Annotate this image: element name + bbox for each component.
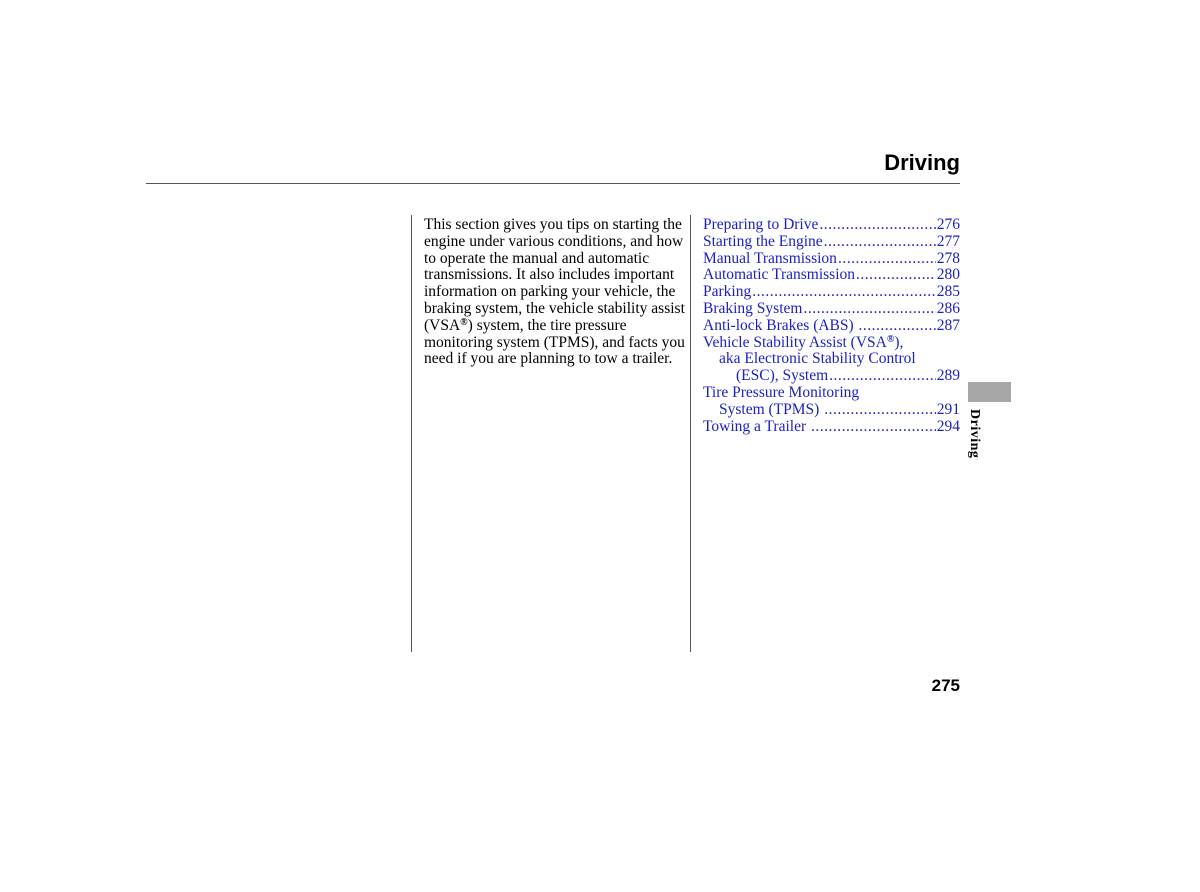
leader-dots — [803, 301, 935, 318]
toc-item-page: 291 — [936, 400, 960, 418]
toc-item-preparing-to-drive[interactable] — [703, 217, 960, 234]
right-column-divider — [690, 215, 691, 652]
intro-text-part-2: ) system, the tire pressure monitoring system (TPMS), and facts you need if you are planning to tow a trailer. — [424, 316, 685, 368]
toc-item-towing-a-trailer[interactable] — [703, 419, 960, 436]
leader-dots — [752, 284, 936, 301]
registered-mark: ® — [460, 316, 468, 328]
registered-mark: ® — [886, 333, 895, 345]
toc-item-page: 287 — [936, 316, 960, 334]
toc-item-title: Preparing to Drive — [703, 216, 819, 233]
section-tab-marker — [968, 382, 1011, 402]
toc-item-title: Anti-lock Brakes (ABS) — [703, 316, 858, 334]
toc-item-page: 286 — [936, 299, 960, 317]
leader-dots — [838, 251, 936, 268]
leader-dots — [829, 368, 936, 385]
toc-item-title-line-2: aka Electronic Stability Control — [719, 350, 916, 368]
toc-item-title-line-1: Tire Pressure Monitoring — [703, 383, 860, 401]
toc-item-title: Automatic Transmission — [703, 266, 856, 284]
toc-item-vehicle-stability-assist[interactable] — [703, 335, 960, 385]
toc-item-page: 294 — [936, 417, 960, 435]
toc-item-starting-the-engine[interactable] — [703, 234, 960, 251]
toc-vsa-text: Vehicle Stability Assist (VSA — [703, 333, 887, 351]
toc-item-title-line-2: System (TPMS) — [719, 400, 824, 418]
leader-dots — [856, 267, 936, 284]
toc-item-title-line-1 — [703, 335, 903, 352]
toc-item-parking[interactable] — [703, 284, 960, 301]
leader-dots — [859, 318, 936, 335]
toc-item-title: Towing a Trailer — [703, 417, 810, 435]
title-divider — [146, 183, 960, 184]
section-intro-text — [424, 217, 686, 368]
intro-text-part-1: This section gives you tips on starting the engine under various conditions, and how to operate the manual and automatic transmissions. It also includes important information on parking your vehicle, the braking system, the vehicle stability assist (VSA — [424, 216, 685, 334]
toc-item-page: 280 — [936, 266, 960, 284]
toc-item-manual-transmission[interactable] — [703, 251, 960, 268]
toc-item-title: Starting the Engine — [703, 232, 823, 250]
toc-item-title: Parking — [703, 283, 752, 301]
toc-item-title: Braking System — [703, 299, 803, 317]
left-column-divider — [411, 215, 412, 652]
toc-item-tire-pressure-monitoring[interactable] — [703, 385, 960, 419]
toc-item-title: Manual Transmission — [703, 249, 837, 267]
table-of-contents — [703, 217, 960, 435]
toc-item-page: 278 — [936, 249, 960, 267]
toc-item-braking-system[interactable] — [703, 301, 960, 318]
toc-item-page: 289 — [936, 367, 960, 385]
toc-item-automatic-transmission[interactable] — [703, 267, 960, 284]
leader-dots — [811, 419, 936, 436]
toc-item-page: 285 — [936, 283, 960, 301]
page-title: Driving — [884, 150, 960, 175]
toc-item-page: 277 — [936, 232, 960, 250]
toc-item-page: 276 — [936, 216, 960, 233]
leader-dots — [824, 402, 936, 419]
page-number: 275 — [931, 676, 960, 695]
section-side-label: Driving — [967, 409, 982, 459]
leader-dots — [824, 234, 936, 251]
toc-item-title-line-3: (ESC), System — [736, 367, 829, 385]
toc-vsa-text-end: ), — [894, 333, 904, 351]
leader-dots — [819, 217, 935, 234]
toc-item-anti-lock-brakes[interactable] — [703, 318, 960, 335]
